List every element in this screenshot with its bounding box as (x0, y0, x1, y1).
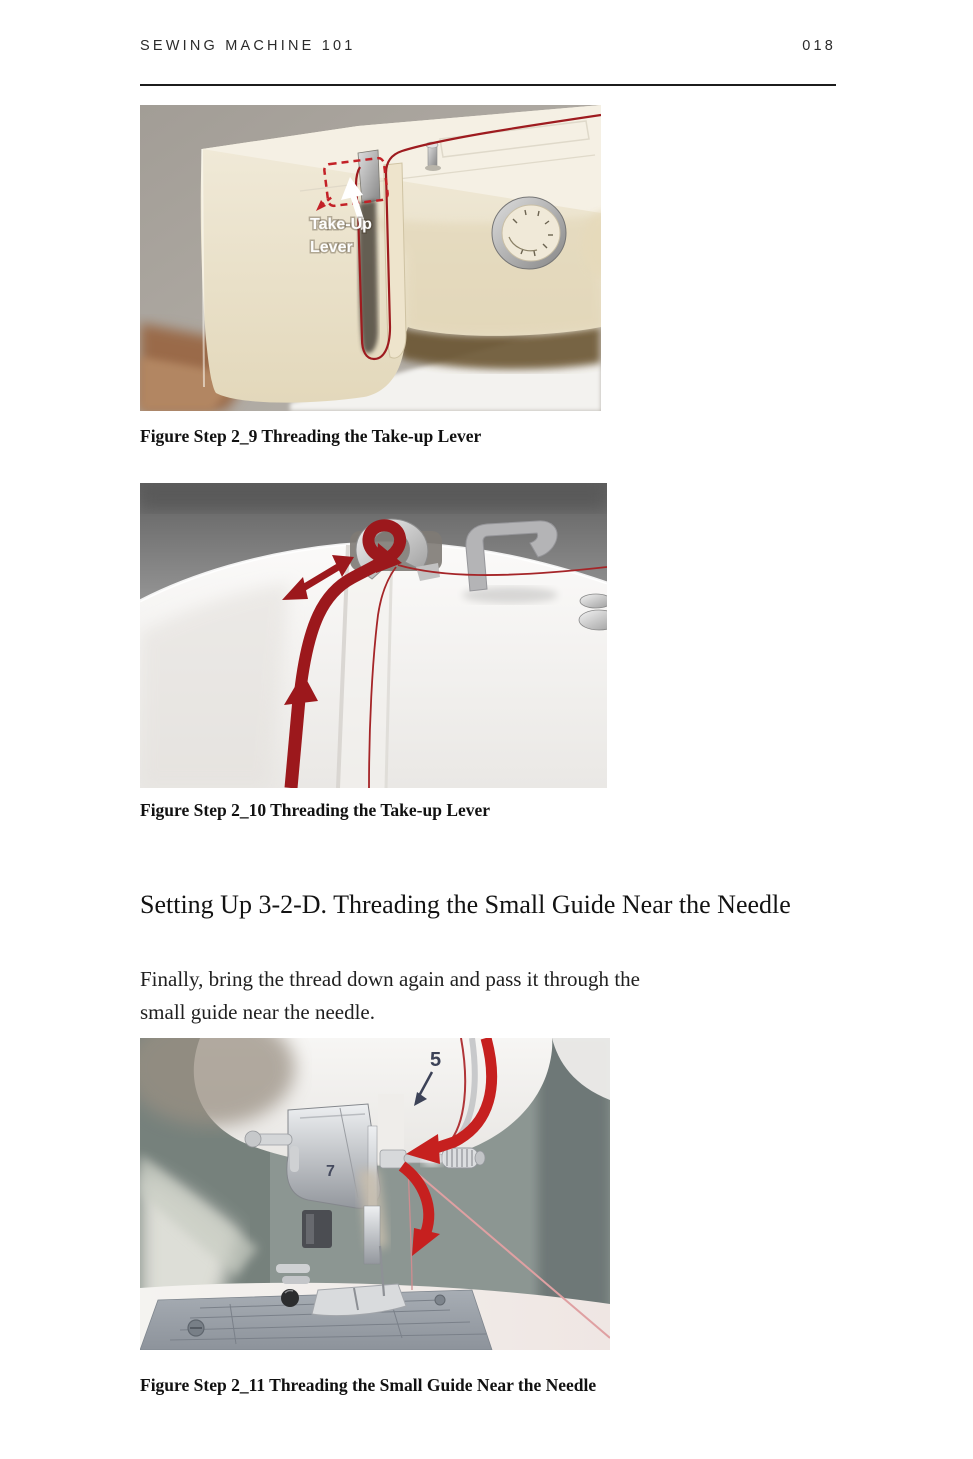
needle-guide-illustration (140, 1038, 610, 1350)
section-heading: Setting Up 3-2-D. Threading the Small Guide Near the Needle (140, 890, 791, 919)
section-paragraph: Finally, bring the thread down again and pass it through the small guide near the needle. (140, 967, 640, 1024)
takeup-lever-label-line1: Take-Up (310, 216, 372, 233)
tension-dial (492, 197, 566, 269)
running-title: SEWING MACHINE 101 (140, 38, 356, 54)
bobbin-winder (580, 594, 607, 608)
page-number: 018 (802, 38, 836, 54)
presser-number-label: 7 (326, 1163, 335, 1180)
figure-needle-guide-photo (140, 1038, 610, 1350)
figure-takeup-lever-top-photo (140, 483, 607, 788)
takeup-lever-label-line2: Lever (310, 239, 353, 256)
figure-caption-2-11: Figure Step 2_11 Threading the Small Guide Near the Needle (140, 1375, 597, 1395)
foot-thumb-screw (281, 1289, 299, 1307)
figure-caption-2-9: Figure Step 2_9 Threading the Take-up Lever (140, 426, 482, 446)
takeup-lever-top-illustration (140, 483, 607, 788)
dial-number-label: 5 (430, 1049, 442, 1071)
figure-takeup-lever-photo (140, 105, 601, 411)
takeup-lever-illustration (140, 105, 601, 411)
header-rule (140, 84, 836, 86)
page-header (140, 38, 836, 54)
figure-caption-2-10: Figure Step 2_10 Threading the Take-up Lever (140, 800, 491, 820)
needle-clamp (380, 1150, 406, 1168)
